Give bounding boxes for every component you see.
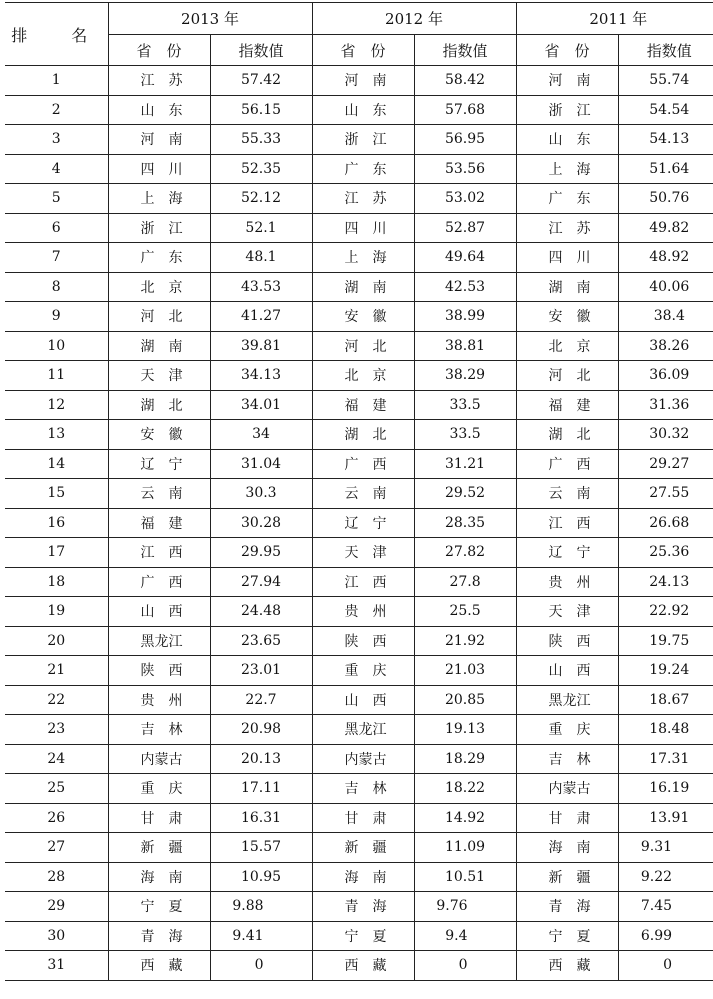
index-value-cell: 52.87 [414,213,516,243]
index-value-cell: 24.48 [210,597,312,627]
province-cell: 新 疆 [516,862,618,892]
province-cell: 江 苏 [516,213,618,243]
index-value-cell: 53.56 [414,154,516,184]
province-cell: 广 东 [108,243,210,273]
index-value-cell: 31.36 [618,390,713,420]
table-row [5,302,713,332]
province-cell: 上 海 [516,154,618,184]
province-cell: 广 东 [516,184,618,214]
province-cell: 河 北 [108,302,210,332]
table-row [5,243,713,273]
rank-cell: 13 [5,420,108,450]
province-cell: 福 建 [108,508,210,538]
index-value-cell: 13.91 [618,803,713,833]
index-value-cell: 34.13 [210,361,312,391]
province-cell: 云 南 [108,479,210,509]
table-row [5,272,713,302]
province-cell: 贵 州 [312,597,414,627]
index-value-cell: 14.92 [414,803,516,833]
index-value-cell: 51.64 [618,154,713,184]
province-cell: 吉 林 [516,744,618,774]
index-value-cell: 20.13 [210,744,312,774]
province-cell: 湖 南 [108,331,210,361]
province-cell: 新 疆 [108,833,210,863]
table-row [5,951,713,981]
index-value-cell: 30.28 [210,508,312,538]
index-value-cell: 57.42 [210,66,312,96]
index-value-cell: 9.41 [210,921,312,951]
province-cell: 黑龙江 [516,685,618,715]
index-value-cell: 48.1 [210,243,312,273]
index-value-cell: 6.99 [618,921,713,951]
index-value-cell: 7.45 [618,892,713,922]
province-cell: 辽 宁 [312,508,414,538]
rank-cell: 30 [5,921,108,951]
province-cell: 陕 西 [312,626,414,656]
rank-cell: 26 [5,803,108,833]
index-value-cell: 56.15 [210,95,312,125]
province-cell: 云 南 [312,479,414,509]
rank-cell: 8 [5,272,108,302]
province-cell: 北 京 [108,272,210,302]
index-value-cell: 39.81 [210,331,312,361]
rank-cell: 31 [5,951,108,981]
province-cell: 福 建 [516,390,618,420]
index-value-cell: 9.31 [618,833,713,863]
index-value-cell: 21.03 [414,656,516,686]
index-value-cell: 33.5 [414,420,516,450]
province-cell: 宁 夏 [312,921,414,951]
value-header: 指数值 [414,35,516,66]
province-cell: 青 海 [108,921,210,951]
province-cell: 广 西 [516,449,618,479]
province-cell: 黑龙江 [312,715,414,745]
index-value-cell: 9.22 [618,862,713,892]
province-cell: 山 东 [516,125,618,155]
index-value-cell: 23.01 [210,656,312,686]
table-row [5,538,713,568]
index-value-cell: 30.3 [210,479,312,509]
year-header-2011: 2011 年 [516,3,713,35]
index-value-cell: 19.75 [618,626,713,656]
index-value-cell: 16.19 [618,774,713,804]
province-cell: 福 建 [312,390,414,420]
table-row [5,66,713,96]
table-row [5,774,713,804]
index-value-cell: 43.53 [210,272,312,302]
index-value-cell: 56.95 [414,125,516,155]
rank-cell: 10 [5,331,108,361]
province-index-ranking-table [5,2,713,981]
index-value-cell: 26.68 [618,508,713,538]
province-cell: 湖 北 [108,390,210,420]
province-cell: 湖 北 [312,420,414,450]
index-value-cell: 29.27 [618,449,713,479]
province-cell: 山 西 [516,656,618,686]
index-value-cell: 50.76 [618,184,713,214]
province-cell: 湖 南 [516,272,618,302]
rank-cell: 20 [5,626,108,656]
index-value-cell: 48.92 [618,243,713,273]
rank-cell: 25 [5,774,108,804]
province-cell: 宁 夏 [108,892,210,922]
index-value-cell: 16.31 [210,803,312,833]
index-value-cell: 40.06 [618,272,713,302]
province-cell: 河 南 [312,66,414,96]
index-value-cell: 27.82 [414,538,516,568]
province-cell: 安 徽 [108,420,210,450]
table-row [5,213,713,243]
province-cell: 黑龙江 [108,626,210,656]
province-cell: 甘 肃 [108,803,210,833]
province-cell: 江 西 [516,508,618,538]
rank-cell: 19 [5,597,108,627]
index-value-cell: 52.12 [210,184,312,214]
table-row [5,567,713,597]
index-value-cell: 22.92 [618,597,713,627]
index-value-cell: 18.29 [414,744,516,774]
province-cell: 浙 江 [516,95,618,125]
province-cell: 吉 林 [312,774,414,804]
table-row [5,833,713,863]
rank-cell: 4 [5,154,108,184]
province-cell: 四 川 [312,213,414,243]
table-row [5,184,713,214]
index-value-cell: 33.5 [414,390,516,420]
rank-cell: 7 [5,243,108,273]
index-value-cell: 52.1 [210,213,312,243]
table-row [5,420,713,450]
year-header-2013: 2013 年 [108,3,312,35]
province-cell: 山 西 [108,597,210,627]
index-value-cell: 55.33 [210,125,312,155]
table-row [5,803,713,833]
index-value-cell: 25.36 [618,538,713,568]
province-cell: 北 京 [312,361,414,391]
province-cell: 贵 州 [108,685,210,715]
index-value-cell: 19.13 [414,715,516,745]
index-value-cell: 34 [210,420,312,450]
province-cell: 天 津 [108,361,210,391]
index-value-cell: 42.53 [414,272,516,302]
index-value-cell: 10.51 [414,862,516,892]
province-cell: 宁 夏 [516,921,618,951]
index-value-cell: 38.99 [414,302,516,332]
index-value-cell: 18.22 [414,774,516,804]
table-row [5,744,713,774]
rank-cell: 5 [5,184,108,214]
index-value-cell: 15.57 [210,833,312,863]
table-row [5,125,713,155]
province-cell: 西 藏 [516,951,618,981]
province-cell: 安 徽 [516,302,618,332]
index-value-cell: 28.35 [414,508,516,538]
province-cell: 辽 宁 [516,538,618,568]
index-value-cell: 20.98 [210,715,312,745]
province-cell: 河 南 [516,66,618,96]
index-value-cell: 9.76 [414,892,516,922]
rank-header: 排 名 [5,3,108,66]
index-value-cell: 54.13 [618,125,713,155]
province-cell: 内蒙古 [312,744,414,774]
rank-cell: 12 [5,390,108,420]
rank-cell: 22 [5,685,108,715]
index-value-cell: 29.95 [210,538,312,568]
province-cell: 安 徽 [312,302,414,332]
index-value-cell: 58.42 [414,66,516,96]
province-cell: 广 东 [312,154,414,184]
index-value-cell: 53.02 [414,184,516,214]
value-header: 指数值 [210,35,312,66]
rank-cell: 14 [5,449,108,479]
province-cell: 重 庆 [108,774,210,804]
rank-cell: 3 [5,125,108,155]
province-cell: 河 北 [516,361,618,391]
index-value-cell: 29.52 [414,479,516,509]
index-value-cell: 41.27 [210,302,312,332]
index-value-cell: 38.81 [414,331,516,361]
province-cell: 新 疆 [312,833,414,863]
table-header [5,3,713,66]
rank-cell: 21 [5,656,108,686]
province-cell: 江 西 [312,567,414,597]
index-value-cell: 30.32 [618,420,713,450]
index-value-cell: 24.13 [618,567,713,597]
province-cell: 广 西 [108,567,210,597]
index-value-cell: 49.82 [618,213,713,243]
index-value-cell: 54.54 [618,95,713,125]
index-value-cell: 31.21 [414,449,516,479]
rank-cell: 11 [5,361,108,391]
table-row [5,626,713,656]
province-cell: 西 藏 [312,951,414,981]
table-row [5,715,713,745]
rank-cell: 1 [5,66,108,96]
province-cell: 重 庆 [312,656,414,686]
province-cell: 浙 江 [312,125,414,155]
province-cell: 河 北 [312,331,414,361]
table-row [5,921,713,951]
table-row [5,656,713,686]
province-cell: 云 南 [516,479,618,509]
rank-cell: 15 [5,479,108,509]
table-row [5,685,713,715]
province-cell: 上 海 [312,243,414,273]
province-cell: 江 苏 [108,66,210,96]
rank-cell: 18 [5,567,108,597]
province-cell: 山 东 [312,95,414,125]
province-cell: 海 南 [108,862,210,892]
index-value-cell: 22.7 [210,685,312,715]
rank-cell: 9 [5,302,108,332]
province-cell: 四 川 [516,243,618,273]
rank-cell: 16 [5,508,108,538]
index-value-cell: 9.4 [414,921,516,951]
index-value-cell: 38.4 [618,302,713,332]
province-cell: 海 南 [312,862,414,892]
index-value-cell: 27.94 [210,567,312,597]
index-value-cell: 27.8 [414,567,516,597]
province-header: 省 份 [312,35,414,66]
province-cell: 陕 西 [516,626,618,656]
province-cell: 辽 宁 [108,449,210,479]
index-value-cell: 0 [414,951,516,981]
table-row [5,361,713,391]
index-value-cell: 38.26 [618,331,713,361]
value-header: 指数值 [618,35,713,66]
index-value-cell: 17.31 [618,744,713,774]
province-cell: 河 南 [108,125,210,155]
index-value-cell: 36.09 [618,361,713,391]
province-cell: 湖 北 [516,420,618,450]
index-value-cell: 19.24 [618,656,713,686]
index-value-cell: 52.35 [210,154,312,184]
province-cell: 海 南 [516,833,618,863]
province-cell: 青 海 [312,892,414,922]
province-cell: 内蒙古 [516,774,618,804]
province-cell: 甘 肃 [516,803,618,833]
index-value-cell: 38.29 [414,361,516,391]
rank-cell: 27 [5,833,108,863]
index-value-cell: 17.11 [210,774,312,804]
rank-cell: 29 [5,892,108,922]
rank-cell: 24 [5,744,108,774]
index-value-cell: 25.5 [414,597,516,627]
year-header-2012: 2012 年 [312,3,516,35]
index-value-cell: 10.95 [210,862,312,892]
rank-cell: 28 [5,862,108,892]
province-cell: 西 藏 [108,951,210,981]
province-cell: 甘 肃 [312,803,414,833]
index-value-cell: 18.48 [618,715,713,745]
index-value-cell: 18.67 [618,685,713,715]
index-value-cell: 55.74 [618,66,713,96]
index-value-cell: 27.55 [618,479,713,509]
province-cell: 江 西 [108,538,210,568]
rank-cell: 17 [5,538,108,568]
table-row [5,390,713,420]
rank-cell: 23 [5,715,108,745]
table-row [5,892,713,922]
province-cell: 湖 南 [312,272,414,302]
index-value-cell: 11.09 [414,833,516,863]
table-row [5,331,713,361]
rank-cell: 2 [5,95,108,125]
index-value-cell: 49.64 [414,243,516,273]
province-cell: 北 京 [516,331,618,361]
table-body [5,66,713,981]
table-row [5,154,713,184]
index-value-cell: 20.85 [414,685,516,715]
province-cell: 山 西 [312,685,414,715]
index-value-cell: 0 [210,951,312,981]
index-value-cell: 0 [618,951,713,981]
table-row [5,95,713,125]
province-cell: 贵 州 [516,567,618,597]
index-value-cell: 9.88 [210,892,312,922]
index-value-cell: 23.65 [210,626,312,656]
table-row [5,479,713,509]
rank-cell: 6 [5,213,108,243]
province-cell: 天 津 [516,597,618,627]
province-cell: 山 东 [108,95,210,125]
index-value-cell: 57.68 [414,95,516,125]
province-cell: 上 海 [108,184,210,214]
province-cell: 吉 林 [108,715,210,745]
province-cell: 陕 西 [108,656,210,686]
index-value-cell: 31.04 [210,449,312,479]
province-cell: 浙 江 [108,213,210,243]
province-cell: 青 海 [516,892,618,922]
province-cell: 天 津 [312,538,414,568]
province-header: 省 份 [108,35,210,66]
table-row [5,597,713,627]
province-cell: 重 庆 [516,715,618,745]
index-value-cell: 21.92 [414,626,516,656]
table-row [5,862,713,892]
province-header: 省 份 [516,35,618,66]
province-cell: 广 西 [312,449,414,479]
table-row [5,449,713,479]
province-cell: 四 川 [108,154,210,184]
province-cell: 内蒙古 [108,744,210,774]
province-cell: 江 苏 [312,184,414,214]
table-row [5,508,713,538]
index-value-cell: 34.01 [210,390,312,420]
